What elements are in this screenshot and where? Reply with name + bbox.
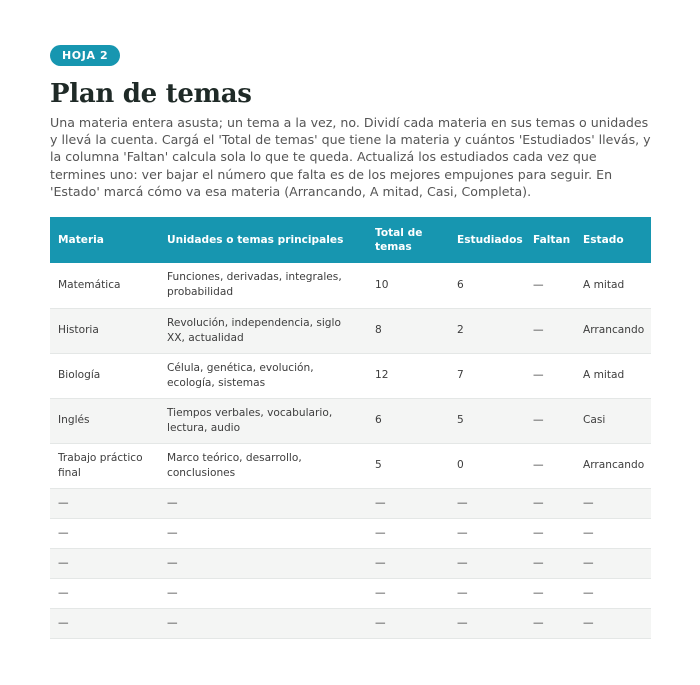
header-materia: Materia (58, 234, 104, 247)
cell-unidades[interactable]: Revolución, independencia, siglo XX, actualidad (159, 308, 367, 353)
cell-estudiados[interactable]: 7 (449, 353, 525, 398)
cell-faltan: — (525, 488, 575, 518)
cell-estudiados[interactable]: — (449, 518, 525, 548)
table-row (50, 488, 651, 518)
cell-total-temas[interactable]: — (367, 578, 449, 608)
cell-estudiados[interactable]: 0 (449, 443, 525, 488)
cell-total-temas[interactable]: 10 (367, 263, 449, 308)
cell-total-temas[interactable]: — (367, 488, 449, 518)
cell-estado[interactable]: Arrancando (575, 308, 651, 353)
topics-table (50, 217, 651, 639)
header-estado: Estado (583, 234, 624, 247)
cell-total-temas[interactable]: 6 (367, 398, 449, 443)
cell-estudiados[interactable]: — (449, 488, 525, 518)
cell-unidades[interactable]: Funciones, derivadas, integrales, probabilidad (159, 263, 367, 308)
table-row (50, 578, 651, 608)
intro-paragraph: Una materia entera asusta; un tema a la vez, no. Dividí cada materia en sus temas o unidades y llevá la cuenta. Cargá el 'Total de temas' que tiene la materia y cuántos 'Estudiados' llevás, y la columna 'Faltan' calcula sola lo que te queda. Actualizá los estudiados cada vez que termines uno: ver bajar el número que falta es de los mejores empujones para seguir. En 'Estado' marcá cómo va esa materia (Arrancando, A mitad, Casi, Completa). (50, 115, 651, 199)
cell-unidades[interactable]: — (159, 608, 367, 638)
cell-estado[interactable]: — (575, 608, 651, 638)
cell-estudiados[interactable]: — (449, 578, 525, 608)
cell-faltan: — (525, 518, 575, 548)
cell-faltan: — (525, 353, 575, 398)
cell-total-temas[interactable]: 5 (367, 443, 449, 488)
cell-faltan: — (525, 578, 575, 608)
cell-materia[interactable]: — (50, 578, 159, 608)
cell-faltan: — (525, 308, 575, 353)
cell-unidades[interactable]: Célula, genética, evolución, ecología, sistemas (159, 353, 367, 398)
cell-materia[interactable]: Trabajo práctico final (50, 443, 159, 488)
cell-total-temas[interactable]: 8 (367, 308, 449, 353)
table-row (50, 443, 651, 488)
cell-materia[interactable]: Historia (50, 308, 159, 353)
cell-estudiados[interactable]: 5 (449, 398, 525, 443)
cell-faltan: — (525, 443, 575, 488)
table-row (50, 398, 651, 443)
cell-faltan: — (525, 548, 575, 578)
cell-materia[interactable]: Inglés (50, 398, 159, 443)
cell-total-temas[interactable]: — (367, 548, 449, 578)
cell-unidades[interactable]: — (159, 548, 367, 578)
cell-unidades[interactable]: — (159, 518, 367, 548)
cell-materia[interactable]: — (50, 518, 159, 548)
cell-estado[interactable]: Arrancando (575, 443, 651, 488)
cell-materia[interactable]: — (50, 548, 159, 578)
table-row (50, 548, 651, 578)
cell-estudiados[interactable]: 2 (449, 308, 525, 353)
header-total-temas: Total de temas (375, 227, 423, 254)
cell-estudiados[interactable]: — (449, 608, 525, 638)
header-faltan: Faltan (533, 234, 571, 247)
sheet-badge: HOJA 2 (50, 45, 120, 66)
cell-faltan: — (525, 608, 575, 638)
cell-estado[interactable]: — (575, 548, 651, 578)
cell-materia[interactable]: — (50, 488, 159, 518)
header-unidades: Unidades o temas principales (167, 234, 344, 247)
cell-estado[interactable]: Casi (575, 398, 651, 443)
page-title: Plan de temas (50, 79, 252, 109)
cell-unidades[interactable]: — (159, 488, 367, 518)
table-row (50, 263, 651, 308)
table-header-row (50, 217, 651, 263)
table-row (50, 608, 651, 638)
table-row (50, 518, 651, 548)
cell-estudiados[interactable]: — (449, 548, 525, 578)
cell-total-temas[interactable]: — (367, 518, 449, 548)
cell-unidades[interactable]: — (159, 578, 367, 608)
header-estudiados: Estudiados (457, 234, 523, 247)
cell-unidades[interactable]: Tiempos verbales, vocabulario, lectura, audio (159, 398, 367, 443)
cell-estado[interactable]: — (575, 488, 651, 518)
cell-total-temas[interactable]: — (367, 608, 449, 638)
cell-estado[interactable]: A mitad (575, 263, 651, 308)
cell-materia[interactable]: — (50, 608, 159, 638)
cell-estado[interactable]: — (575, 578, 651, 608)
cell-faltan: — (525, 398, 575, 443)
table-row (50, 308, 651, 353)
cell-estado[interactable]: A mitad (575, 353, 651, 398)
cell-unidades[interactable]: Marco teórico, desarrollo, conclusiones (159, 443, 367, 488)
cell-estudiados[interactable]: 6 (449, 263, 525, 308)
table-row (50, 353, 651, 398)
cell-faltan: — (525, 263, 575, 308)
cell-materia[interactable]: Matemática (50, 263, 159, 308)
cell-materia[interactable]: Biología (50, 353, 159, 398)
cell-total-temas[interactable]: 12 (367, 353, 449, 398)
cell-estado[interactable]: — (575, 518, 651, 548)
